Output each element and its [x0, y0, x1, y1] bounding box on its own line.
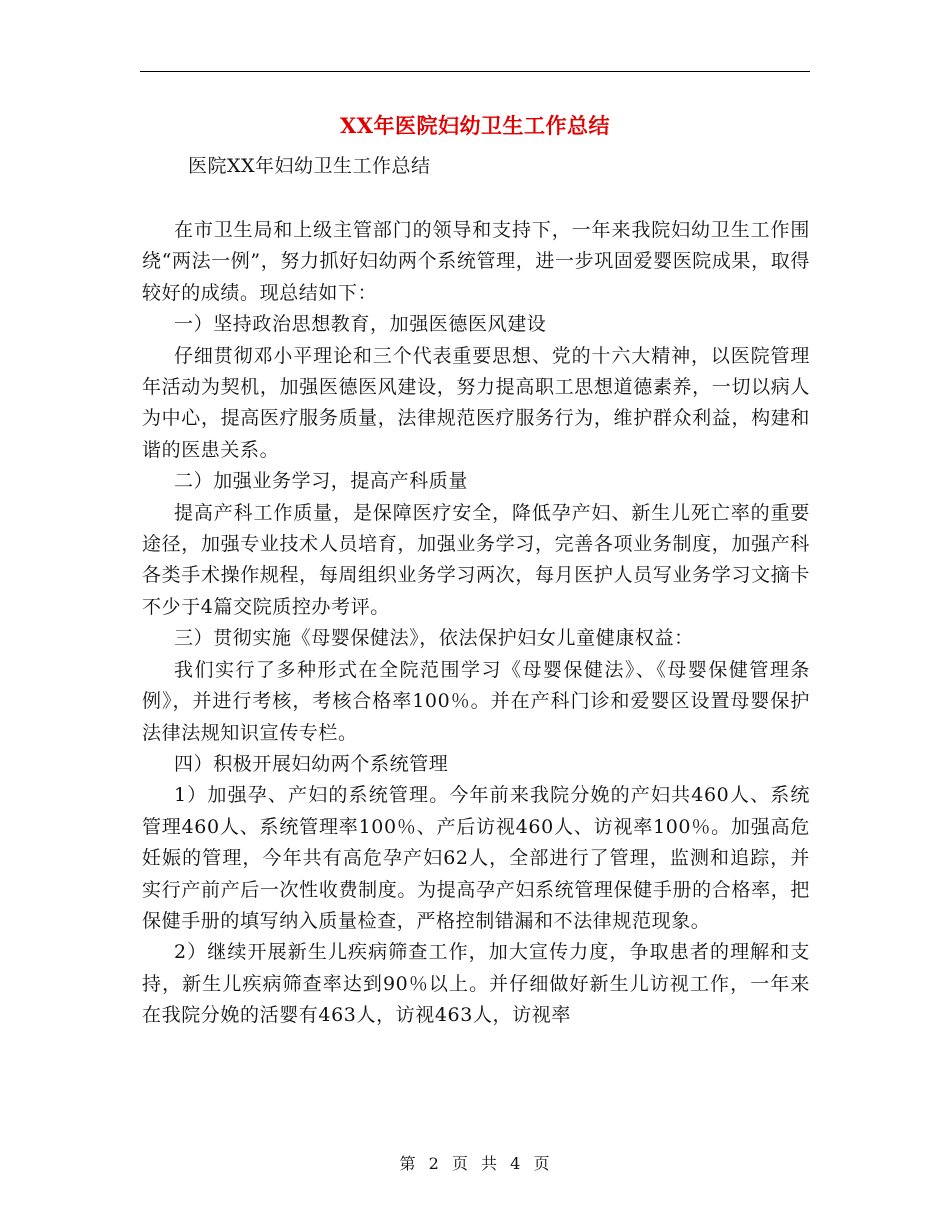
footer-prefix: 第 [399, 1154, 417, 1173]
footer-total-label: 共 [481, 1154, 499, 1173]
section-heading-1: 一）坚持政治思想教育，加强医德医风建设 [174, 313, 547, 336]
header-rule [140, 71, 810, 72]
paragraph-section-1: 仔细贯彻邓小平理论和三个代表重要思想、党的十六大精神，以医院管理年活动为契机，加强医德医风建设，努力提高职工思想道德素养，一切以病人为中心，提高医疗服务质量，法律规范医疗服务行为，维护群众利益，构建和谐的医患关系。 [142, 344, 810, 461]
footer-total-pages: 4 [510, 1154, 522, 1173]
section-heading-4: 四）积极开展妇幼两个系统管理 [174, 752, 449, 775]
paragraph-intro: 在市卫生局和上级主管部门的领导和支持下，一年来我院妇幼卫生工作围绕“两法一例”，努力抓好妇幼两个系统管理，进一步巩固爱婴医院成果，取得较好的成绩。现总结如下： [142, 219, 810, 304]
paragraph-item-1: 1）加强孕、产妇的系统管理。今年前来我院分娩的产妇共460人、系统管理460人、系统管理率100％、产后访视460人、访视率100％。加强高危妊娠的管理，今年共有高危孕产妇62人，全部进行了管理，监测和追踪，并实行产前产后一次性收费制度。为提高孕产妇系统管理保健手册的合格率，把保健手册的填写纳入质量检查，严格控制错漏和不法律规范现象。 [142, 784, 810, 932]
paragraph-item-2: 2）继续开展新生儿疾病筛查工作，加大宣传力度，争取患者的理解和支持，新生儿疾病筛查率达到90％以上。并仔细做好新生儿访视工作，一年来在我院分娩的活婴有463人，访视463人，访视率 [142, 941, 810, 1027]
page-footer [0, 1152, 950, 1176]
page-title: XX年医院妇幼卫生工作总结 [339, 113, 611, 138]
footer-page-word: 页 [451, 1154, 469, 1173]
document-subtitle: 医院XX年妇幼卫生工作总结 [188, 155, 431, 177]
section-heading-2: 二）加强业务学习，提高产科质量 [174, 470, 469, 493]
footer-current-page: 2 [428, 1154, 440, 1173]
paragraph-section-3: 我们实行了多种形式在全院范围学习《母婴保健法》、《母婴保健管理条例》，并进行考核，考核合格率100％。并在产科门诊和爱婴区设置母婴保护法律法规知识宣传专栏。 [142, 658, 810, 744]
section-heading-3: 三）贯彻实施《母婴保健法》，依法保护妇女儿童健康权益： [174, 627, 694, 650]
footer-suffix: 页 [533, 1154, 551, 1173]
document-body [142, 215, 810, 1032]
paragraph-section-2: 提高产科工作质量，是保障医疗安全，降低孕产妇、新生儿死亡率的重要途径，加强专业技术人员培育，加强业务学习，完善各项业务制度，加强产科各类手术操作规程，每周组织业务学习两次，每月医护人员写业务学习文摘卡不少于4篇交院质控办考评。 [142, 501, 810, 618]
